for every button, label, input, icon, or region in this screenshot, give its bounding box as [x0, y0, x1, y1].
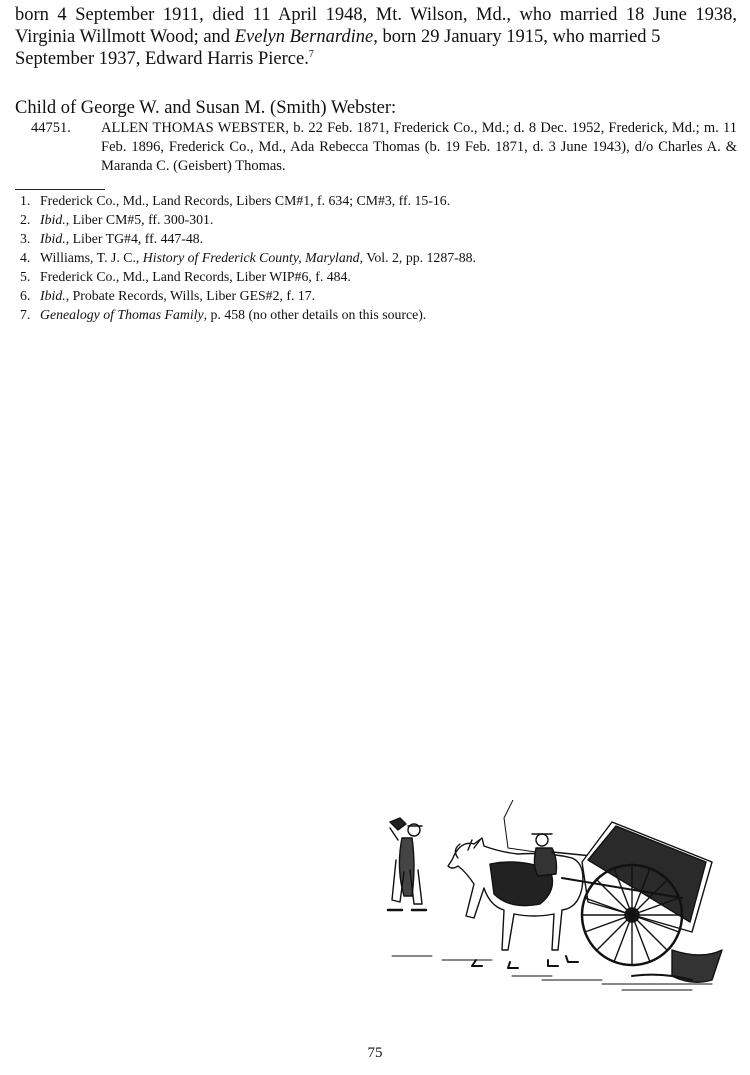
footnote: 7. Genealogy of Thomas Family, p. 458 (no other details on this source). — [20, 307, 427, 322]
footnote: 6. Ibid., Probate Records, Wills, Liber GES#2, f. 17. — [20, 288, 316, 303]
footnote: 1. Frederick Co., Md., Land Records, Libers CM#1, f. 634; CM#3, ff. 15-16. — [20, 193, 451, 208]
horse-figure — [448, 838, 583, 968]
entry-number: 44751. — [31, 120, 71, 136]
intro-text: born 4 September 1911, died 11 April 1948, Mt. Wilson, Md., who married 18 June 1938, Virginia Willmott Wood; and — [15, 5, 737, 47]
ground-lines — [392, 956, 712, 990]
intro-name-italic: Evelyn Bernardine — [234, 27, 374, 47]
intro-text-3: September 1937, Edward Harris Pierce. — [15, 49, 309, 69]
man-figure — [388, 818, 426, 910]
footnote: 2. Ibid., Liber CM#5, ff. 300-301. — [20, 212, 214, 227]
footnote-reference: 7 — [308, 49, 314, 60]
genealogy-entry — [31, 119, 737, 176]
entry-text: ALLEN THOMAS WEBSTER, b. 22 Feb. 1871, Frederick Co., Md.; d. 8 Dec. 1952, Frederick, Md.; m. 11 Feb. 1896, Frederick Co., Md., Ada Rebecca Thomas (b. 19 Feb. 1871, d. 3 June 1943), d/o Charles A. & Maranda C. (Geisbert) Thomas. — [101, 120, 737, 174]
intro-text-2: , born 29 January 1915, who married 5 — [373, 27, 661, 47]
horse-cart-illustration — [372, 800, 737, 1005]
footnote: 5. Frederick Co., Md., Land Records, Liber WIP#6, f. 484. — [20, 269, 351, 284]
footnotes-list — [20, 191, 740, 324]
footnote: 3. Ibid., Liber TG#4, ff. 447-48. — [20, 231, 204, 246]
page-number: 75 — [367, 1045, 383, 1061]
intro-paragraph — [15, 4, 737, 70]
footnote-divider — [15, 189, 105, 190]
cart-figure — [562, 822, 722, 982]
child-heading: Child of George W. and Susan M. (Smith) Webster: — [15, 98, 397, 118]
footnote: 4. Williams, T. J. C., History of Frederick County, Maryland, Vol. 2, pp. 1287-88. — [20, 250, 476, 265]
